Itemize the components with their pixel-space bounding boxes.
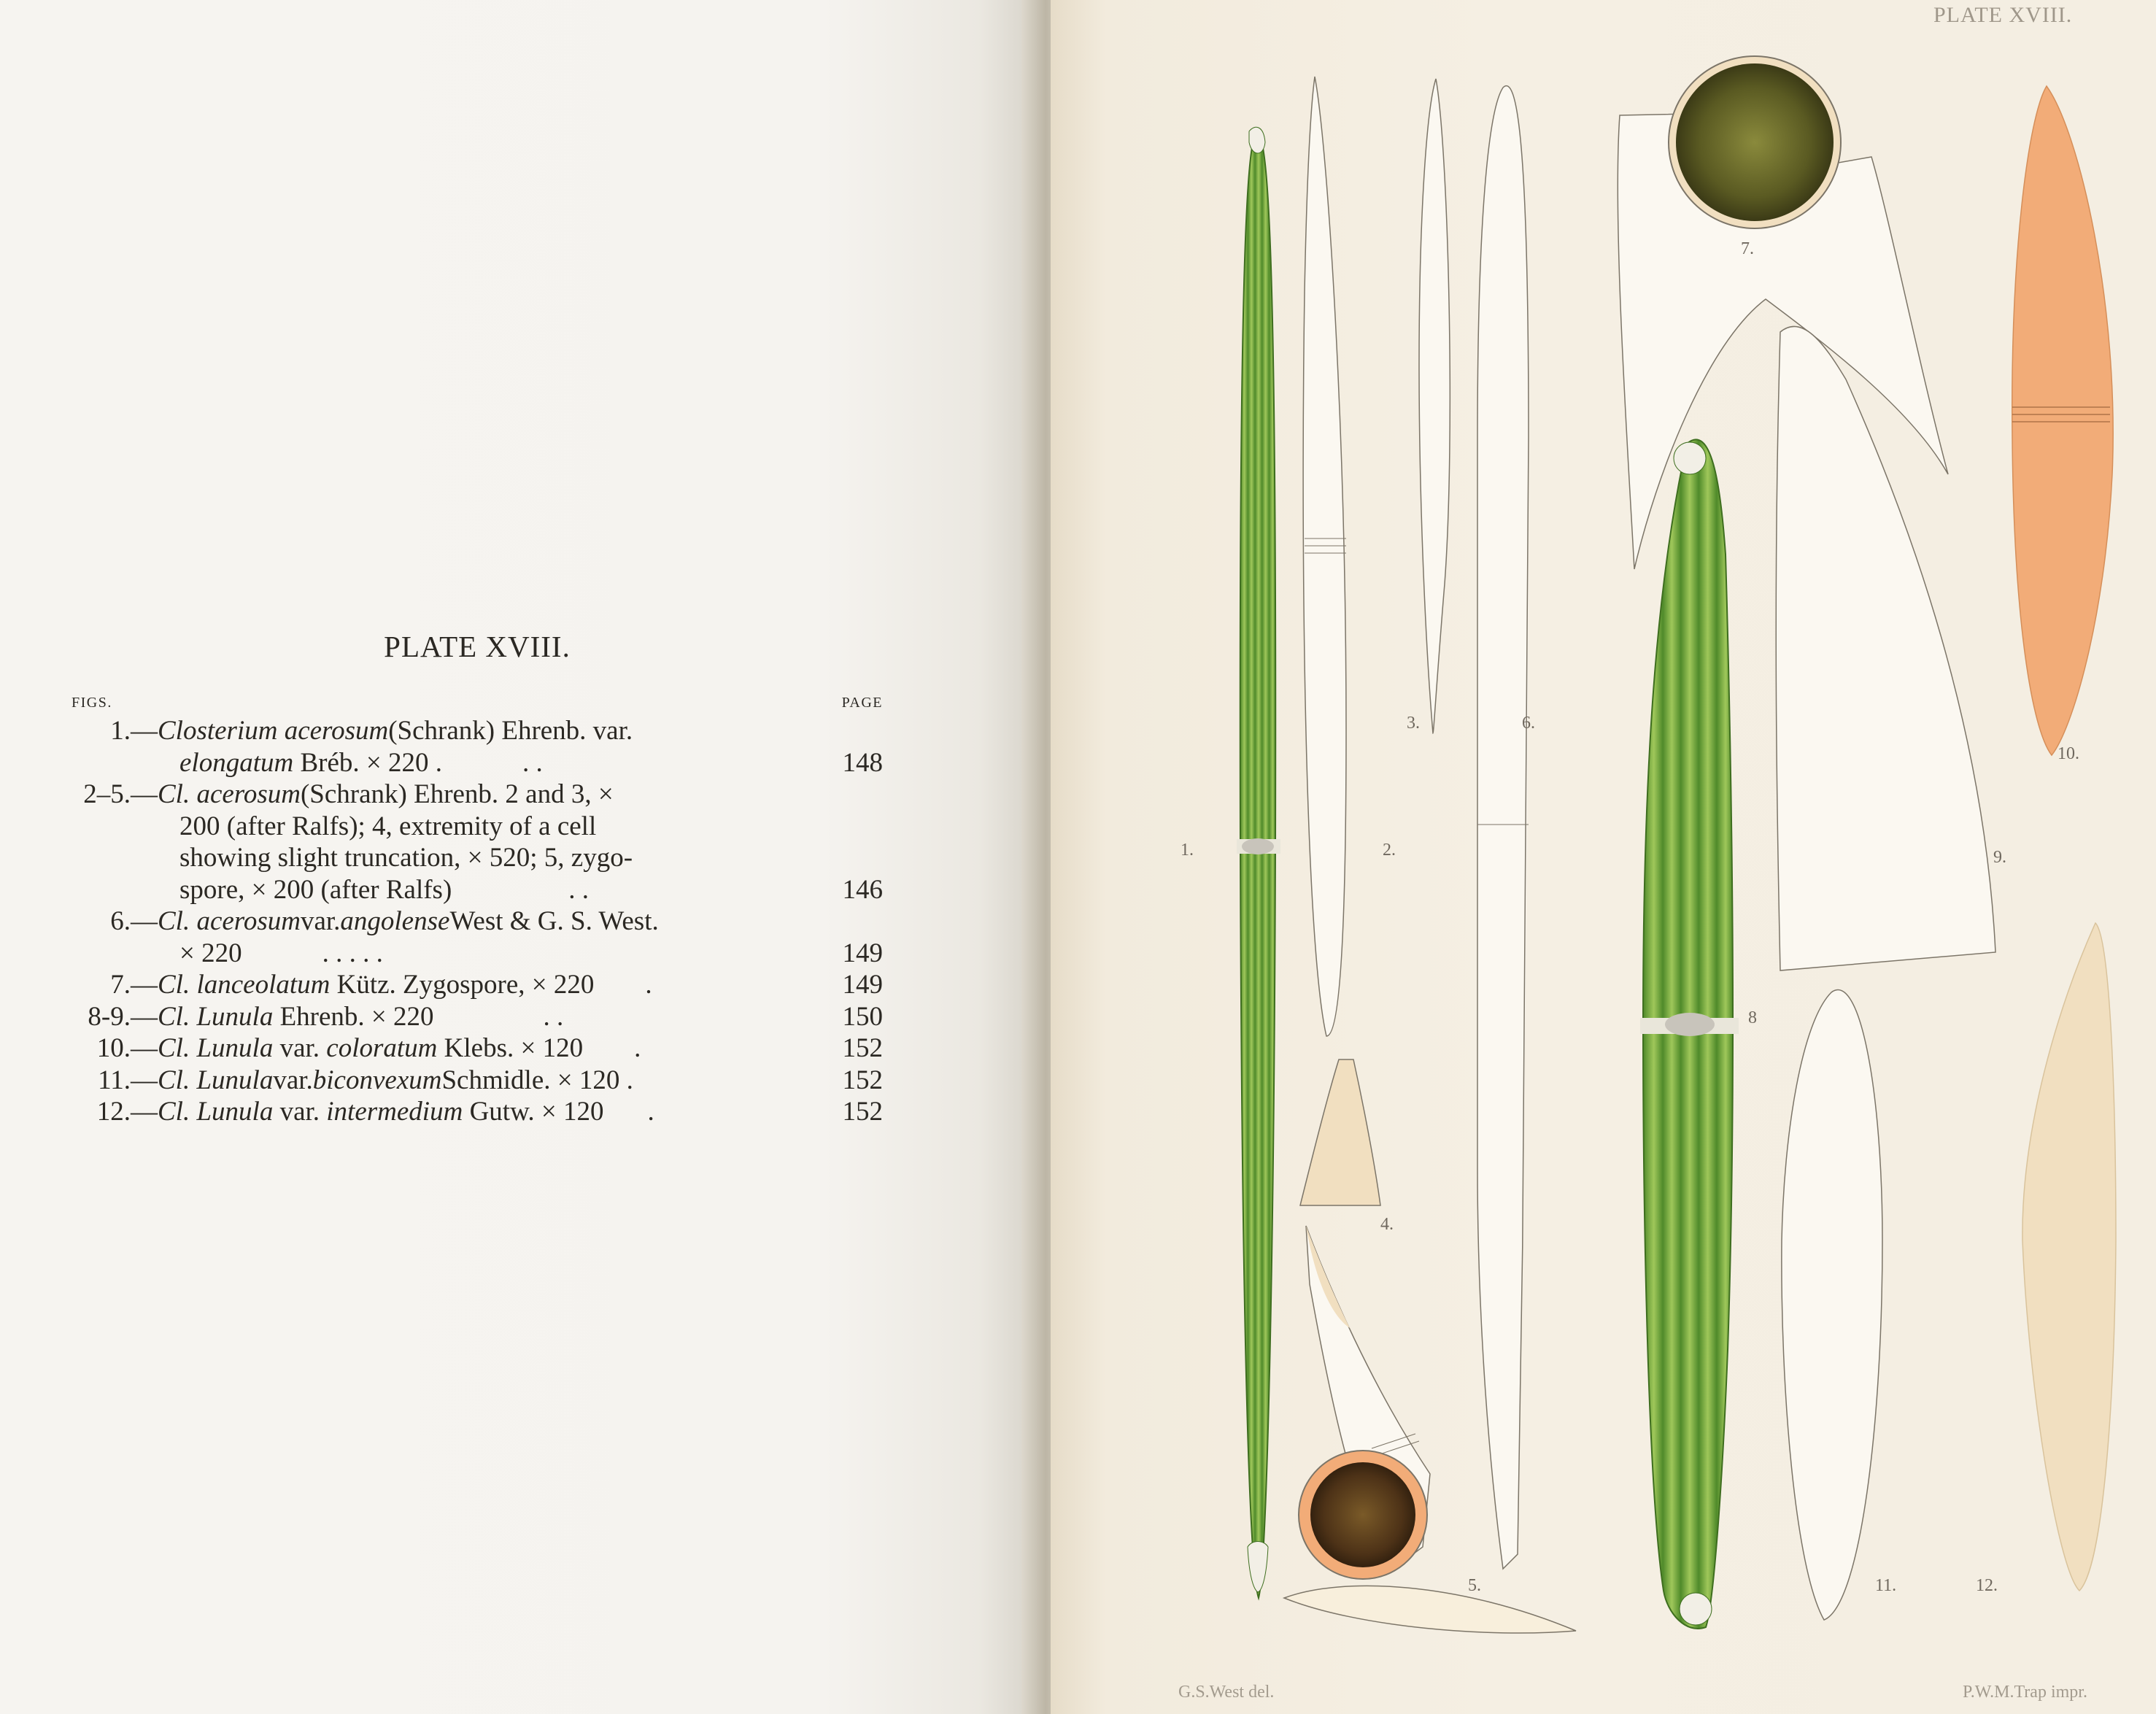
figure-number-6: 6.: [1522, 714, 1535, 733]
printer-credit: P.W.M.Trap impr.: [1963, 1683, 2087, 1702]
figure-number-10: 10.: [2058, 744, 2079, 763]
legend-title: PLATE XVIII.: [384, 630, 571, 663]
legend-entry-6: 6.— Cl. acerosum var. angolense West & G. S. West. × 220 . . . . . 149: [110, 906, 883, 968]
figure-number-2: 2.: [1383, 841, 1396, 860]
figure-9-cell: [1776, 326, 1995, 970]
page-header: PAGE: [841, 695, 883, 711]
figure-number-3: 3.: [1407, 714, 1420, 733]
legend-entry-11: 11.— Cl. Lunula var. biconvexum Schmidle. × 120 . 152: [98, 1065, 883, 1095]
figure-8-cell: [1640, 439, 1739, 1629]
figure-number-8: 8: [1748, 1008, 1757, 1027]
figure-number-7: 7.: [1741, 239, 1754, 258]
figure-4-extremity: [1300, 1059, 1380, 1205]
figure-number-12: 12.: [1976, 1576, 1998, 1595]
legend-entry-12: 12.— Cl. Lunula var. intermedium Gutw. × 120 . 152: [96, 1097, 883, 1127]
legend-entry-1: 1.— Closterium acerosum (Schrank) Ehrenb. var. elongatum Bréb. × 220 . . . 148: [110, 716, 883, 778]
plate-legend: [72, 629, 883, 1128]
figure-number-11: 11.: [1875, 1576, 1897, 1595]
legend-entry-10: 10.— Cl. Lunula var. coloratum Klebs. × 120 . 152: [96, 1033, 883, 1063]
figs-header: FIGS.: [72, 695, 112, 711]
legend-column-headers: [72, 690, 883, 715]
figure-5-zygospore: [1284, 1226, 1576, 1633]
page-number: 149: [842, 938, 883, 968]
page-number: 146: [842, 874, 883, 905]
plate-label: PLATE XVIII.: [1933, 3, 2073, 27]
page-number: 149: [842, 970, 883, 1000]
page-number: 152: [842, 1033, 883, 1063]
page-number: 152: [842, 1097, 883, 1127]
figure-number-1: 1.: [1181, 841, 1194, 860]
figure-10-cell: [2012, 86, 2113, 755]
figure-11-cell: [1782, 990, 1882, 1620]
page-number: 152: [842, 1065, 883, 1095]
artist-credit: G.S.West del.: [1178, 1683, 1275, 1702]
figure-12-cell: [2022, 923, 2116, 1591]
figure-number-4: 4.: [1380, 1215, 1394, 1234]
figure-1-cell: [1237, 127, 1280, 1598]
page-number: 150: [842, 1001, 883, 1032]
page-number: 148: [842, 747, 883, 778]
figure-3-cell: [1419, 79, 1450, 733]
legend-entry-7: 7.— Cl. lanceolatum Kütz. Zygospore, × 220 . 149: [110, 970, 883, 1000]
legend-entry-2-5: 2–5.— Cl. acerosum (Schrank) Ehrenb. 2 and 3, × 200 (after Ralfs); 4, extremity of a cell showing slight truncation, × 520; 5, zygo- spore, × 200 (after Ralfs) . . 146: [83, 779, 883, 905]
figure-6-cell: [1477, 86, 1529, 1569]
legend-entry-8-9: 8-9.— Cl. Lunula Ehrenb. × 220 . . 150: [88, 1001, 883, 1032]
figure-number-5: 5.: [1468, 1576, 1481, 1595]
plate-illustration: [1051, 0, 2156, 1714]
figure-2-cell: [1303, 77, 1346, 1036]
figure-number-9: 9.: [1993, 848, 2006, 867]
